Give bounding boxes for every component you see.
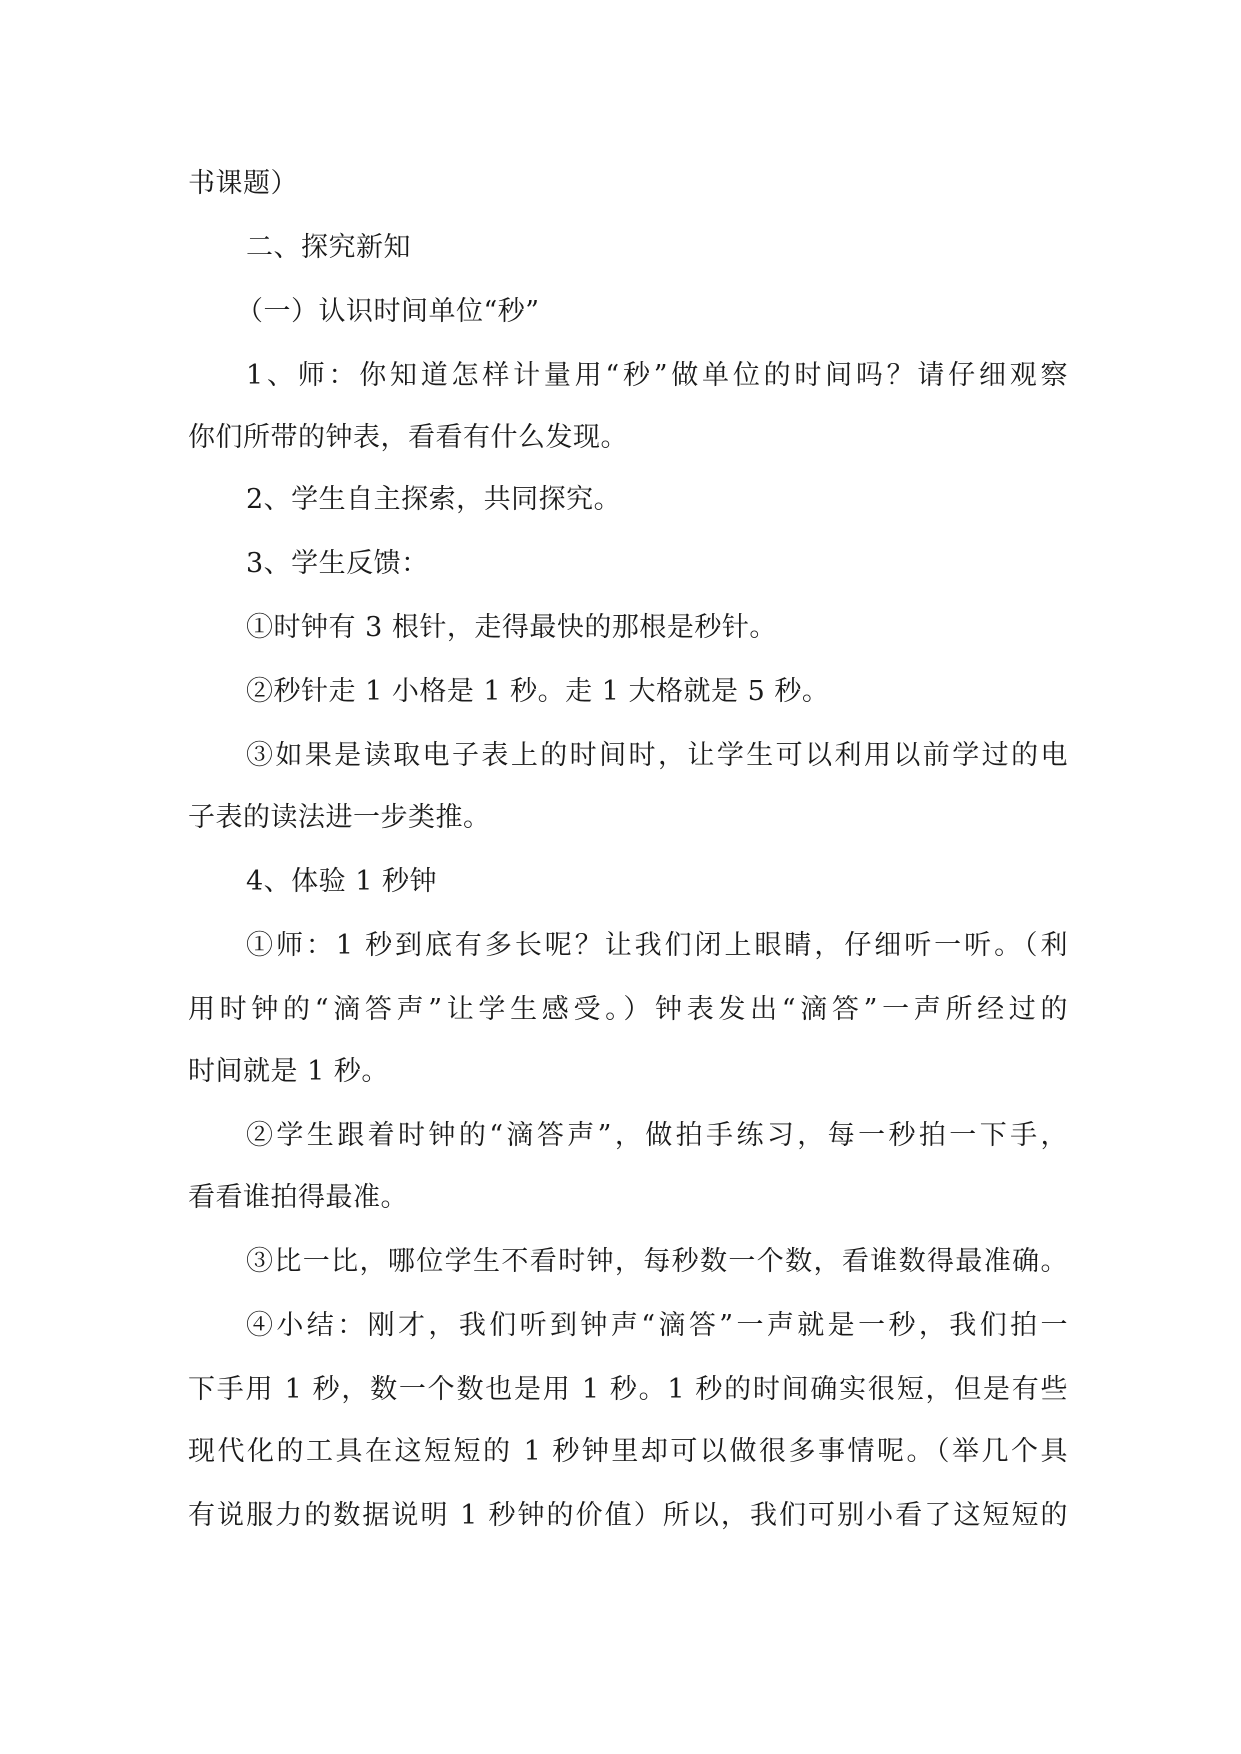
text-line: 4、体验 1 秒钟 xyxy=(246,866,438,897)
subsection-heading: （一）认识时间单位“秒” xyxy=(236,296,540,327)
text-line: 1、师：你知道怎样计量用“秒”做单位的时间吗？请仔细观察 xyxy=(246,360,1068,391)
text-line: 你们所带的钟表，看看有什么发现。 xyxy=(188,422,628,453)
text-line: 现代化的工具在这短短的 1 秒钟里却可以做很多事情呢。（举几个具 xyxy=(188,1436,1068,1467)
text-line: 看看谁拍得最准。 xyxy=(188,1182,408,1213)
text-line: 有说服力的数据说明 1 秒钟的价值）所以，我们可别小看了这短短的 xyxy=(188,1500,1068,1531)
text-line: ④小结：刚才，我们听到钟声“滴答”一声就是一秒，我们拍一 xyxy=(246,1310,1068,1341)
text-line: 用时钟的“滴答声”让学生感受。）钟表发出“滴答”一声所经过的 xyxy=(188,994,1068,1025)
text-line: 3、学生反馈： xyxy=(246,548,429,579)
text-line: 时间就是 1 秒。 xyxy=(188,1056,389,1087)
text-line: 书课题） xyxy=(188,168,298,199)
text-line: 下手用 1 秒，数一个数也是用 1 秒。1 秒的时间确实很短，但是有些 xyxy=(188,1374,1068,1405)
text-line: ②秒针走 1 小格是 1 秒。走 1 大格就是 5 秒。 xyxy=(246,676,830,707)
section-heading: 二、探究新知 xyxy=(246,232,411,263)
text-line: 子表的读法进一步类推。 xyxy=(188,802,491,833)
text-line: ②学生跟着时钟的“滴答声”，做拍手练习，每一秒拍一下手， xyxy=(246,1120,1068,1151)
text-line: ①时钟有 3 根针，走得最快的那根是秒针。 xyxy=(246,612,777,643)
text-line: ①师：1 秒到底有多长呢？让我们闭上眼睛，仔细听一听。（利 xyxy=(246,930,1068,961)
text-line: ③比一比，哪位学生不看时钟，每秒数一个数，看谁数得最准确。 xyxy=(246,1246,1068,1277)
text-line: 2、学生自主探索，共同探究。 xyxy=(246,484,622,515)
text-line: ③如果是读取电子表上的时间时，让学生可以利用以前学过的电 xyxy=(246,740,1068,771)
